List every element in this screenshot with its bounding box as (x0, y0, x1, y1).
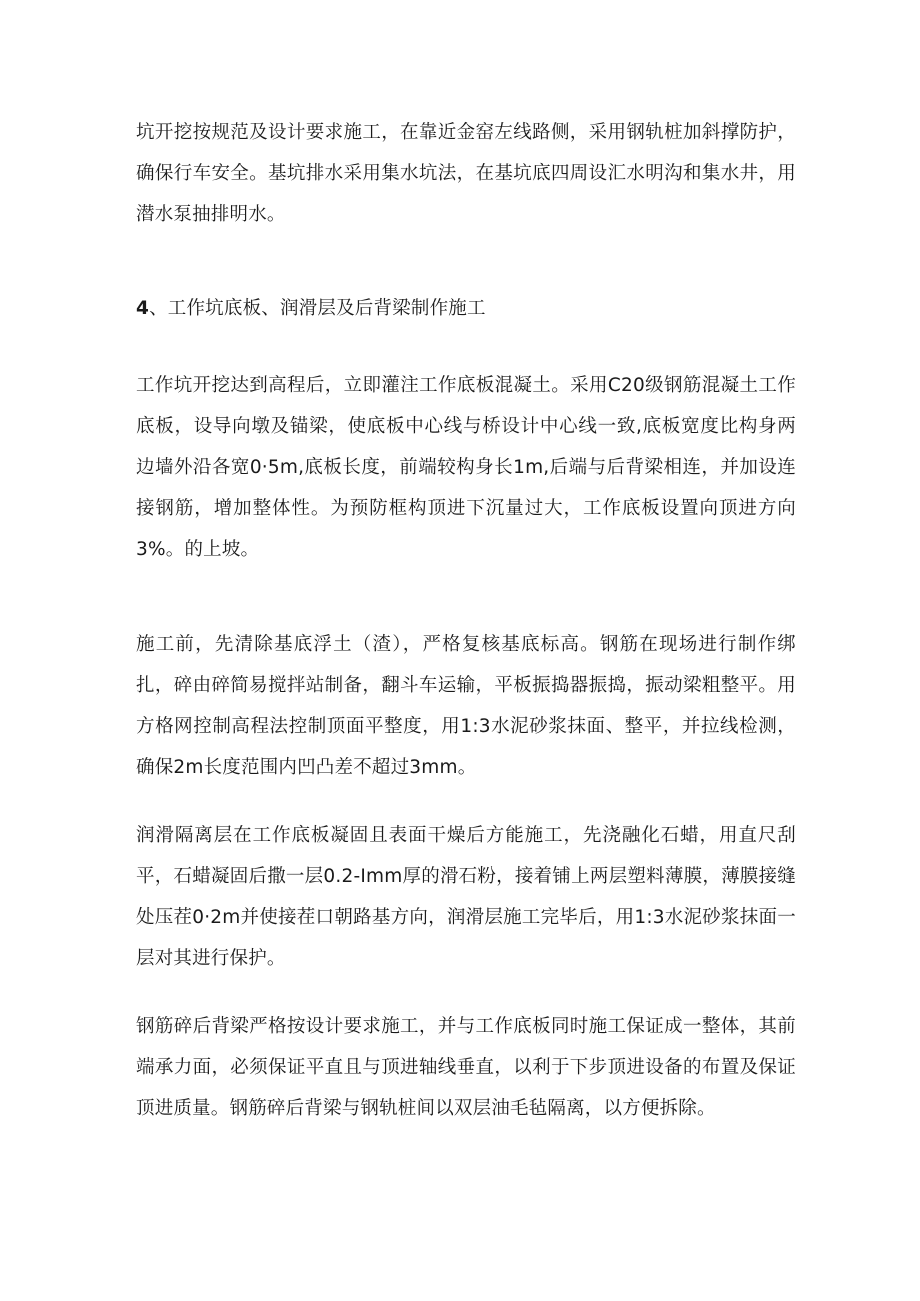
paragraph-back-beam: 钢筋碎后背梁严格按设计要求施工，并与工作底板同时施工保证成一整体，其前端承力面，必须保证平直且与顶进轴线垂直，以利于下步顶进设备的布置及保证顶进质量。钢筋碎后背梁与钢轨桩间以双层油毛毡隔离，以方便拆除。 (136, 1016, 796, 1119)
section-heading-4 (136, 288, 796, 329)
paragraph-construction-prep: 施工前，先清除基底浮土（渣），严格复核基底标高。钢筋在现场进行制作绑扎，碎由碎简易搅拌站制备，翻斗车运输，平板振捣器振捣，振动梁粗整平。用方格网控制高程法控制顶面平整度，用1:3水泥砂浆抹面、整平，并拉线检测，确保2m长度范围内凹凸差不超过3mm。 (136, 634, 796, 778)
paragraph-lubrication-layer: 润滑隔离层在工作底板凝固且表面干燥后方能施工，先浇融化石蜡，用直尺刮平，石蜡凝固后撒一层0.2-Imm厚的滑石粉，接着铺上两层塑料薄膜，薄膜接缝处压茬0·2m并使接茬口朝路基方向，润滑层施工完毕后，用1:3水泥砂浆抹面一层对其进行保护。 (136, 825, 796, 969)
section-heading-text: 、工作坑底板、润滑层及后背梁制作施工 (149, 298, 486, 319)
paragraph-base-plate: 工作坑开挖达到高程后，立即灌注工作底板混凝土。采用C20级钢筋混凝土工作底板，设导向墩及锚梁，使底板中心线与桥设计中心线一致,底板宽度比构身两边墙外沿各宽0·5m,底板长度，前端较构身长1m,后端与后背梁相连，并加设连接钢筋，增加整体性。为预防框构顶进下沉量过大，工作底板设置向顶进方向3%。的上坡。 (136, 375, 796, 560)
section-heading-number: 4 (136, 298, 150, 319)
paragraph-excavation-end: 坑开挖按规范及设计要求施工，在靠近金窑左线路侧，采用钢轨桩加斜撑防护，确保行车安全。基坑排水采用集水坑法，在基坑底四周设汇水明沟和集水井，用潜水泵抽排明水。 (136, 122, 796, 225)
